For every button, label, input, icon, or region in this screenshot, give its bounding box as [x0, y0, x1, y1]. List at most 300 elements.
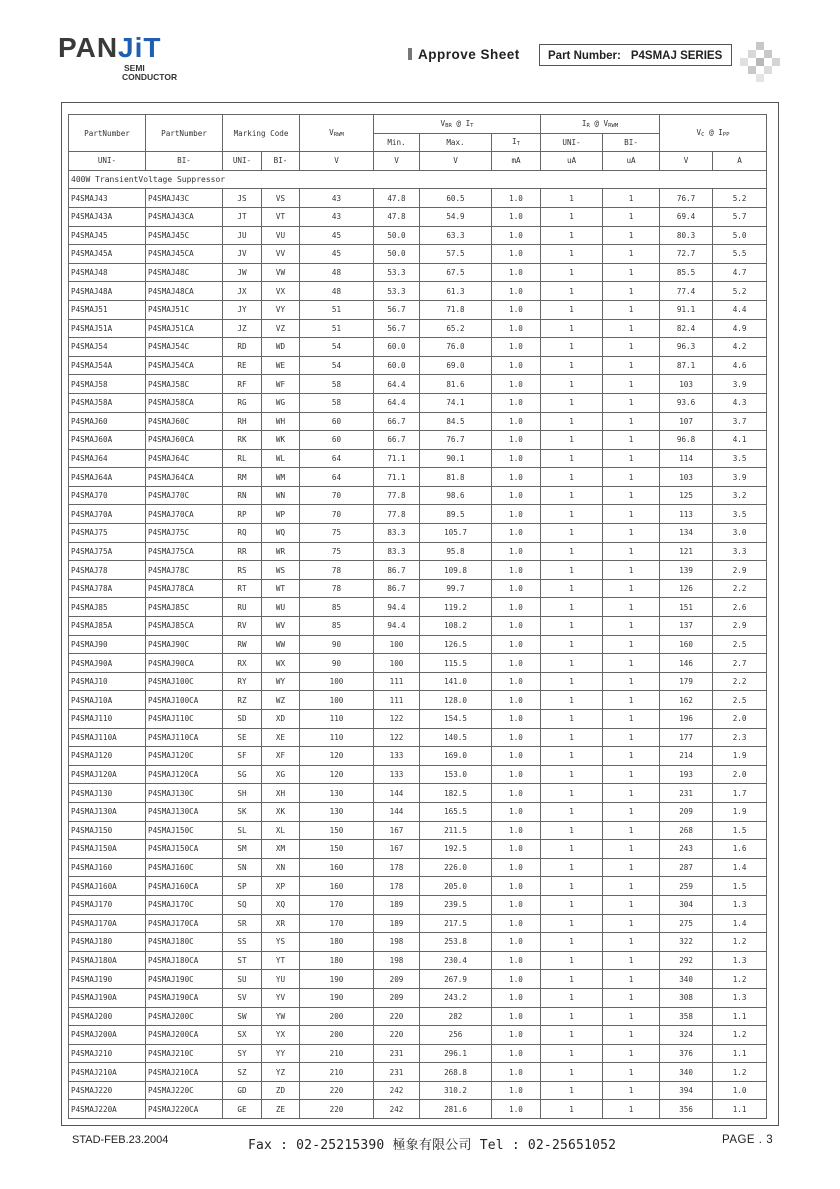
- table-cell: WK: [262, 431, 300, 450]
- table-cell: P4SMAJ43A: [69, 207, 146, 226]
- table-cell: 51: [300, 319, 374, 338]
- table-cell: P4SMAJ60A: [69, 431, 146, 450]
- table-row: [69, 1026, 767, 1045]
- table-cell: P4SMAJ58CA: [146, 393, 223, 412]
- unit-cell: BI-: [262, 152, 300, 171]
- table-cell: 1: [603, 542, 660, 561]
- table-cell: RM: [223, 468, 262, 487]
- table-cell: 1.1: [713, 1007, 767, 1026]
- table-cell: 1: [541, 319, 603, 338]
- table-cell: 93.6: [660, 393, 713, 412]
- table-cell: P4SMAJ100C: [146, 672, 223, 691]
- table-cell: P4SMAJ160A: [69, 877, 146, 896]
- table-cell: P4SMAJ100CA: [146, 691, 223, 710]
- table-cell: 1.4: [713, 858, 767, 877]
- table-cell: P4SMAJ120A: [69, 765, 146, 784]
- table-cell: 1: [603, 895, 660, 914]
- table-cell: 1: [541, 914, 603, 933]
- table-cell: XK: [262, 802, 300, 821]
- part-number-label: Part Number:: [548, 50, 621, 62]
- table-cell: 1: [603, 598, 660, 617]
- table-cell: 1: [603, 356, 660, 375]
- table-cell: RF: [223, 375, 262, 394]
- table-cell: SW: [223, 1007, 262, 1026]
- table-cell: 356: [660, 1100, 713, 1119]
- table-cell: 5.5: [713, 245, 767, 264]
- table-cell: SU: [223, 970, 262, 989]
- table-cell: 1.0: [492, 189, 541, 208]
- table-cell: VT: [262, 207, 300, 226]
- table-cell: 1.0: [492, 970, 541, 989]
- table-cell: P4SMAJ43CA: [146, 207, 223, 226]
- table-cell: P4SMAJ200A: [69, 1026, 146, 1045]
- logo-wordmark: [58, 34, 162, 62]
- table-row: [69, 858, 767, 877]
- table-cell: 1.4: [713, 914, 767, 933]
- table-cell: WF: [262, 375, 300, 394]
- table-cell: P4SMAJ210CA: [146, 1063, 223, 1082]
- table-cell: 267.9: [420, 970, 492, 989]
- col-header-it: IT: [492, 133, 541, 152]
- table-cell: 96.8: [660, 431, 713, 450]
- table-cell: VS: [262, 189, 300, 208]
- table-cell: 1: [603, 691, 660, 710]
- table-cell: 1: [603, 282, 660, 301]
- table-row: [69, 282, 767, 301]
- table-cell: 1: [541, 933, 603, 952]
- table-cell: SM: [223, 840, 262, 859]
- table-cell: 90: [300, 654, 374, 673]
- table-cell: 1: [541, 486, 603, 505]
- table-cell: P4SMAJ45CA: [146, 245, 223, 264]
- table-cell: 209: [660, 802, 713, 821]
- table-cell: 3.2: [713, 486, 767, 505]
- table-cell: 69.0: [420, 356, 492, 375]
- table-row: [69, 356, 767, 375]
- table-cell: 71.1: [374, 468, 420, 487]
- table-cell: 140.5: [420, 728, 492, 747]
- table-cell: 78: [300, 561, 374, 580]
- col-header-ir-bi: BI-: [603, 133, 660, 152]
- table-cell: 1: [541, 431, 603, 450]
- table-cell: 99.7: [420, 579, 492, 598]
- table-cell: 1.0: [492, 1100, 541, 1119]
- table-cell: 98.6: [420, 486, 492, 505]
- table-cell: 1.0: [492, 895, 541, 914]
- table-cell: 110: [300, 710, 374, 729]
- table-cell: 150: [300, 821, 374, 840]
- table-cell: VY: [262, 300, 300, 319]
- table-cell: 1.2: [713, 970, 767, 989]
- table-cell: ST: [223, 951, 262, 970]
- table-cell: 1: [541, 393, 603, 412]
- table-cell: 1.3: [713, 988, 767, 1007]
- table-cell: WN: [262, 486, 300, 505]
- table-cell: 126: [660, 579, 713, 598]
- table-cell: 50.0: [374, 245, 420, 264]
- table-cell: 1: [603, 802, 660, 821]
- table-row: [69, 579, 767, 598]
- table-cell: 2.9: [713, 617, 767, 636]
- table-cell: 1: [541, 189, 603, 208]
- table-cell: SE: [223, 728, 262, 747]
- table-cell: 1: [541, 1044, 603, 1063]
- table-cell: 70: [300, 486, 374, 505]
- table-cell: 1: [541, 263, 603, 282]
- table-cell: SV: [223, 988, 262, 1007]
- table-cell: 190: [300, 970, 374, 989]
- table-cell: 1: [603, 914, 660, 933]
- table-cell: 76.7: [660, 189, 713, 208]
- table-cell: 108.2: [420, 617, 492, 636]
- table-cell: 1: [541, 338, 603, 357]
- table-cell: RD: [223, 338, 262, 357]
- table-cell: P4SMAJ150: [69, 821, 146, 840]
- table-row: [69, 375, 767, 394]
- table-cell: 1.0: [492, 207, 541, 226]
- table-cell: P4SMAJ110CA: [146, 728, 223, 747]
- table-cell: 64: [300, 468, 374, 487]
- table-cell: 133: [374, 765, 420, 784]
- table-cell: 144: [374, 802, 420, 821]
- table-cell: 358: [660, 1007, 713, 1026]
- table-cell: 1: [541, 988, 603, 1007]
- table-cell: JW: [223, 263, 262, 282]
- table-cell: SX: [223, 1026, 262, 1045]
- table-row: [69, 263, 767, 282]
- logo-main-text: PAN: [58, 32, 119, 63]
- table-cell: 1: [603, 784, 660, 803]
- unit-cell: V: [420, 152, 492, 171]
- table-cell: 1.0: [492, 840, 541, 859]
- table-cell: P4SMAJ220CA: [146, 1100, 223, 1119]
- table-cell: 1: [541, 951, 603, 970]
- table-cell: 133: [374, 747, 420, 766]
- table-cell: 1: [541, 505, 603, 524]
- col-header-vbr: VBR @ IT: [374, 115, 541, 134]
- document-type-heading: [408, 47, 520, 62]
- table-row: [69, 207, 767, 226]
- table-cell: P4SMAJ75C: [146, 524, 223, 543]
- table-cell: VX: [262, 282, 300, 301]
- table-cell: P4SMAJ45C: [146, 226, 223, 245]
- table-cell: 292: [660, 951, 713, 970]
- table-cell: 322: [660, 933, 713, 952]
- table-cell: 47.8: [374, 207, 420, 226]
- col-header-ir: IR @ VRWM: [541, 115, 660, 134]
- table-cell: 1: [541, 635, 603, 654]
- table-cell: 53.3: [374, 282, 420, 301]
- table-cell: 1.0: [492, 1044, 541, 1063]
- unit-cell: uA: [603, 152, 660, 171]
- table-cell: 1.2: [713, 1026, 767, 1045]
- table-cell: P4SMAJ64: [69, 449, 146, 468]
- table-cell: 310.2: [420, 1081, 492, 1100]
- table-cell: 1: [603, 933, 660, 952]
- table-cell: SS: [223, 933, 262, 952]
- table-cell: P4SMAJ75CA: [146, 542, 223, 561]
- table-cell: 53.3: [374, 263, 420, 282]
- table-row: [69, 412, 767, 431]
- table-cell: 122: [374, 728, 420, 747]
- table-cell: 296.1: [420, 1044, 492, 1063]
- table-cell: 1.0: [492, 710, 541, 729]
- table-cell: P4SMAJ130: [69, 784, 146, 803]
- table-cell: 170: [300, 895, 374, 914]
- table-cell: 60.0: [374, 338, 420, 357]
- table-cell: JU: [223, 226, 262, 245]
- table-cell: RZ: [223, 691, 262, 710]
- col-header-vrwm: VRWM: [300, 115, 374, 152]
- table-cell: 1: [603, 524, 660, 543]
- table-cell: 87.1: [660, 356, 713, 375]
- table-row: [69, 728, 767, 747]
- table-cell: 111: [374, 672, 420, 691]
- table-cell: 1: [541, 895, 603, 914]
- col-header-part-number-uni: PartNumber: [69, 115, 146, 152]
- table-cell: 3.5: [713, 505, 767, 524]
- table-cell: 1.0: [492, 524, 541, 543]
- table-cell: 66.7: [374, 431, 420, 450]
- table-cell: SR: [223, 914, 262, 933]
- table-cell: JS: [223, 189, 262, 208]
- table-cell: 86.7: [374, 579, 420, 598]
- table-row: [69, 691, 767, 710]
- table-cell: 1.0: [492, 784, 541, 803]
- table-cell: P4SMAJ110A: [69, 728, 146, 747]
- table-row: [69, 802, 767, 821]
- table-cell: SK: [223, 802, 262, 821]
- table-cell: 239.5: [420, 895, 492, 914]
- table-cell: 1.0: [492, 1007, 541, 1026]
- part-number-value: P4SMAJ SERIES: [630, 50, 723, 62]
- table-cell: 3.9: [713, 468, 767, 487]
- table-cell: P4SMAJ220C: [146, 1081, 223, 1100]
- table-cell: 76.7: [420, 431, 492, 450]
- table-cell: P4SMAJ51A: [69, 319, 146, 338]
- table-cell: YX: [262, 1026, 300, 1045]
- table-cell: 78: [300, 579, 374, 598]
- table-cell: WY: [262, 672, 300, 691]
- table-cell: P4SMAJ85: [69, 598, 146, 617]
- company-logo: [58, 32, 178, 82]
- table-cell: P4SMAJ43C: [146, 189, 223, 208]
- table-cell: 1: [603, 635, 660, 654]
- table-cell: 64.4: [374, 393, 420, 412]
- table-cell: 1: [541, 542, 603, 561]
- table-cell: XQ: [262, 895, 300, 914]
- table-cell: YT: [262, 951, 300, 970]
- table-cell: P4SMAJ70: [69, 486, 146, 505]
- table-cell: 1: [541, 300, 603, 319]
- table-cell: 2.2: [713, 672, 767, 691]
- table-cell: P4SMAJ78: [69, 561, 146, 580]
- table-cell: 1: [541, 375, 603, 394]
- unit-cell: V: [300, 152, 374, 171]
- table-cell: P4SMAJ64CA: [146, 468, 223, 487]
- table-cell: 243.2: [420, 988, 492, 1007]
- table-row: [69, 245, 767, 264]
- spec-table: [68, 114, 767, 1119]
- col-header-min: Min.: [374, 133, 420, 152]
- table-cell: 119.2: [420, 598, 492, 617]
- table-cell: 69.4: [660, 207, 713, 226]
- table-cell: 2.7: [713, 654, 767, 673]
- table-cell: 54.9: [420, 207, 492, 226]
- table-cell: P4SMAJ75A: [69, 542, 146, 561]
- unit-cell: A: [713, 152, 767, 171]
- table-cell: 1: [603, 877, 660, 896]
- table-cell: P4SMAJ200C: [146, 1007, 223, 1026]
- table-cell: 180: [300, 933, 374, 952]
- table-cell: P4SMAJ170: [69, 895, 146, 914]
- table-row: [69, 672, 767, 691]
- table-cell: 134: [660, 524, 713, 543]
- table-cell: 141.0: [420, 672, 492, 691]
- table-cell: P4SMAJ75: [69, 524, 146, 543]
- table-cell: 324: [660, 1026, 713, 1045]
- table-cell: 1: [541, 524, 603, 543]
- table-cell: P4SMAJ130C: [146, 784, 223, 803]
- table-cell: 1: [603, 449, 660, 468]
- table-cell: 230.4: [420, 951, 492, 970]
- table-cell: 1.5: [713, 877, 767, 896]
- table-row: [69, 895, 767, 914]
- table-cell: 95.8: [420, 542, 492, 561]
- table-cell: 126.5: [420, 635, 492, 654]
- table-cell: XF: [262, 747, 300, 766]
- table-cell: 120: [300, 765, 374, 784]
- table-cell: 2.0: [713, 710, 767, 729]
- table-cell: 4.3: [713, 393, 767, 412]
- table-cell: 64.4: [374, 375, 420, 394]
- table-cell: P4SMAJ170CA: [146, 914, 223, 933]
- table-cell: 1.0: [492, 1026, 541, 1045]
- table-cell: 209: [374, 970, 420, 989]
- table-cell: P4SMAJ200: [69, 1007, 146, 1026]
- spec-table-body: [69, 189, 767, 1119]
- table-cell: 1: [541, 226, 603, 245]
- table-cell: P4SMAJ70C: [146, 486, 223, 505]
- table-cell: 1: [541, 561, 603, 580]
- table-cell: 71.1: [374, 449, 420, 468]
- table-cell: 162: [660, 691, 713, 710]
- table-cell: RK: [223, 431, 262, 450]
- table-cell: 65.2: [420, 319, 492, 338]
- table-cell: 51: [300, 300, 374, 319]
- table-cell: 1.5: [713, 821, 767, 840]
- table-row: [69, 821, 767, 840]
- table-cell: 72.7: [660, 245, 713, 264]
- table-row: [69, 338, 767, 357]
- table-cell: P4SMAJ130A: [69, 802, 146, 821]
- table-cell: 85: [300, 598, 374, 617]
- table-cell: YW: [262, 1007, 300, 1026]
- table-cell: 1.0: [492, 765, 541, 784]
- table-cell: SQ: [223, 895, 262, 914]
- logo-accent-text: JiT: [118, 32, 162, 63]
- table-cell: 1: [603, 468, 660, 487]
- table-cell: ZE: [262, 1100, 300, 1119]
- table-row: [69, 970, 767, 989]
- table-cell: 3.0: [713, 524, 767, 543]
- table-row: [69, 914, 767, 933]
- table-cell: 1: [603, 1100, 660, 1119]
- table-cell: 77.8: [374, 486, 420, 505]
- table-cell: 154.5: [420, 710, 492, 729]
- table-cell: 167: [374, 840, 420, 859]
- table-cell: 130: [300, 802, 374, 821]
- table-row: [69, 189, 767, 208]
- table-cell: 70: [300, 505, 374, 524]
- table-cell: 1.3: [713, 951, 767, 970]
- table-cell: JY: [223, 300, 262, 319]
- table-cell: 1: [541, 1026, 603, 1045]
- table-cell: 1.9: [713, 802, 767, 821]
- table-cell: RQ: [223, 524, 262, 543]
- table-cell: 231: [660, 784, 713, 803]
- table-cell: GE: [223, 1100, 262, 1119]
- table-cell: P4SMAJ130CA: [146, 802, 223, 821]
- table-cell: 86.7: [374, 561, 420, 580]
- table-cell: 48: [300, 263, 374, 282]
- table-cell: 45: [300, 226, 374, 245]
- unit-cell: UNI-: [223, 152, 262, 171]
- table-cell: 287: [660, 858, 713, 877]
- table-cell: 1.0: [492, 542, 541, 561]
- table-cell: 74.1: [420, 393, 492, 412]
- table-cell: P4SMAJ45: [69, 226, 146, 245]
- table-cell: RU: [223, 598, 262, 617]
- table-cell: 1: [603, 505, 660, 524]
- table-cell: 169.0: [420, 747, 492, 766]
- section-row: [69, 170, 767, 189]
- table-row: [69, 635, 767, 654]
- table-cell: 5.7: [713, 207, 767, 226]
- table-cell: P4SMAJ90CA: [146, 654, 223, 673]
- table-cell: 5.2: [713, 189, 767, 208]
- table-cell: P4SMAJ64C: [146, 449, 223, 468]
- table-cell: 1: [603, 728, 660, 747]
- table-cell: P4SMAJ78C: [146, 561, 223, 580]
- table-cell: 48: [300, 282, 374, 301]
- table-cell: 57.5: [420, 245, 492, 264]
- table-cell: 1.0: [492, 914, 541, 933]
- col-header-vc: VC @ IPP: [660, 115, 767, 152]
- table-cell: SH: [223, 784, 262, 803]
- table-cell: 4.9: [713, 319, 767, 338]
- logo-sub-line-1: SEMI: [124, 63, 145, 73]
- table-cell: 1.0: [492, 449, 541, 468]
- table-row: [69, 226, 767, 245]
- table-row: [69, 784, 767, 803]
- table-row: [69, 561, 767, 580]
- table-cell: P4SMAJ54A: [69, 356, 146, 375]
- table-cell: JX: [223, 282, 262, 301]
- table-cell: P4SMAJ120CA: [146, 765, 223, 784]
- table-cell: 1: [541, 1100, 603, 1119]
- table-cell: 56.7: [374, 300, 420, 319]
- table-cell: P4SMAJ110C: [146, 710, 223, 729]
- table-cell: 1.0: [492, 635, 541, 654]
- table-cell: 160: [300, 858, 374, 877]
- table-cell: SL: [223, 821, 262, 840]
- table-cell: 220: [300, 1081, 374, 1100]
- table-cell: 243: [660, 840, 713, 859]
- table-cell: P4SMAJ180: [69, 933, 146, 952]
- table-cell: P4SMAJ10A: [69, 691, 146, 710]
- unit-cell: V: [374, 152, 420, 171]
